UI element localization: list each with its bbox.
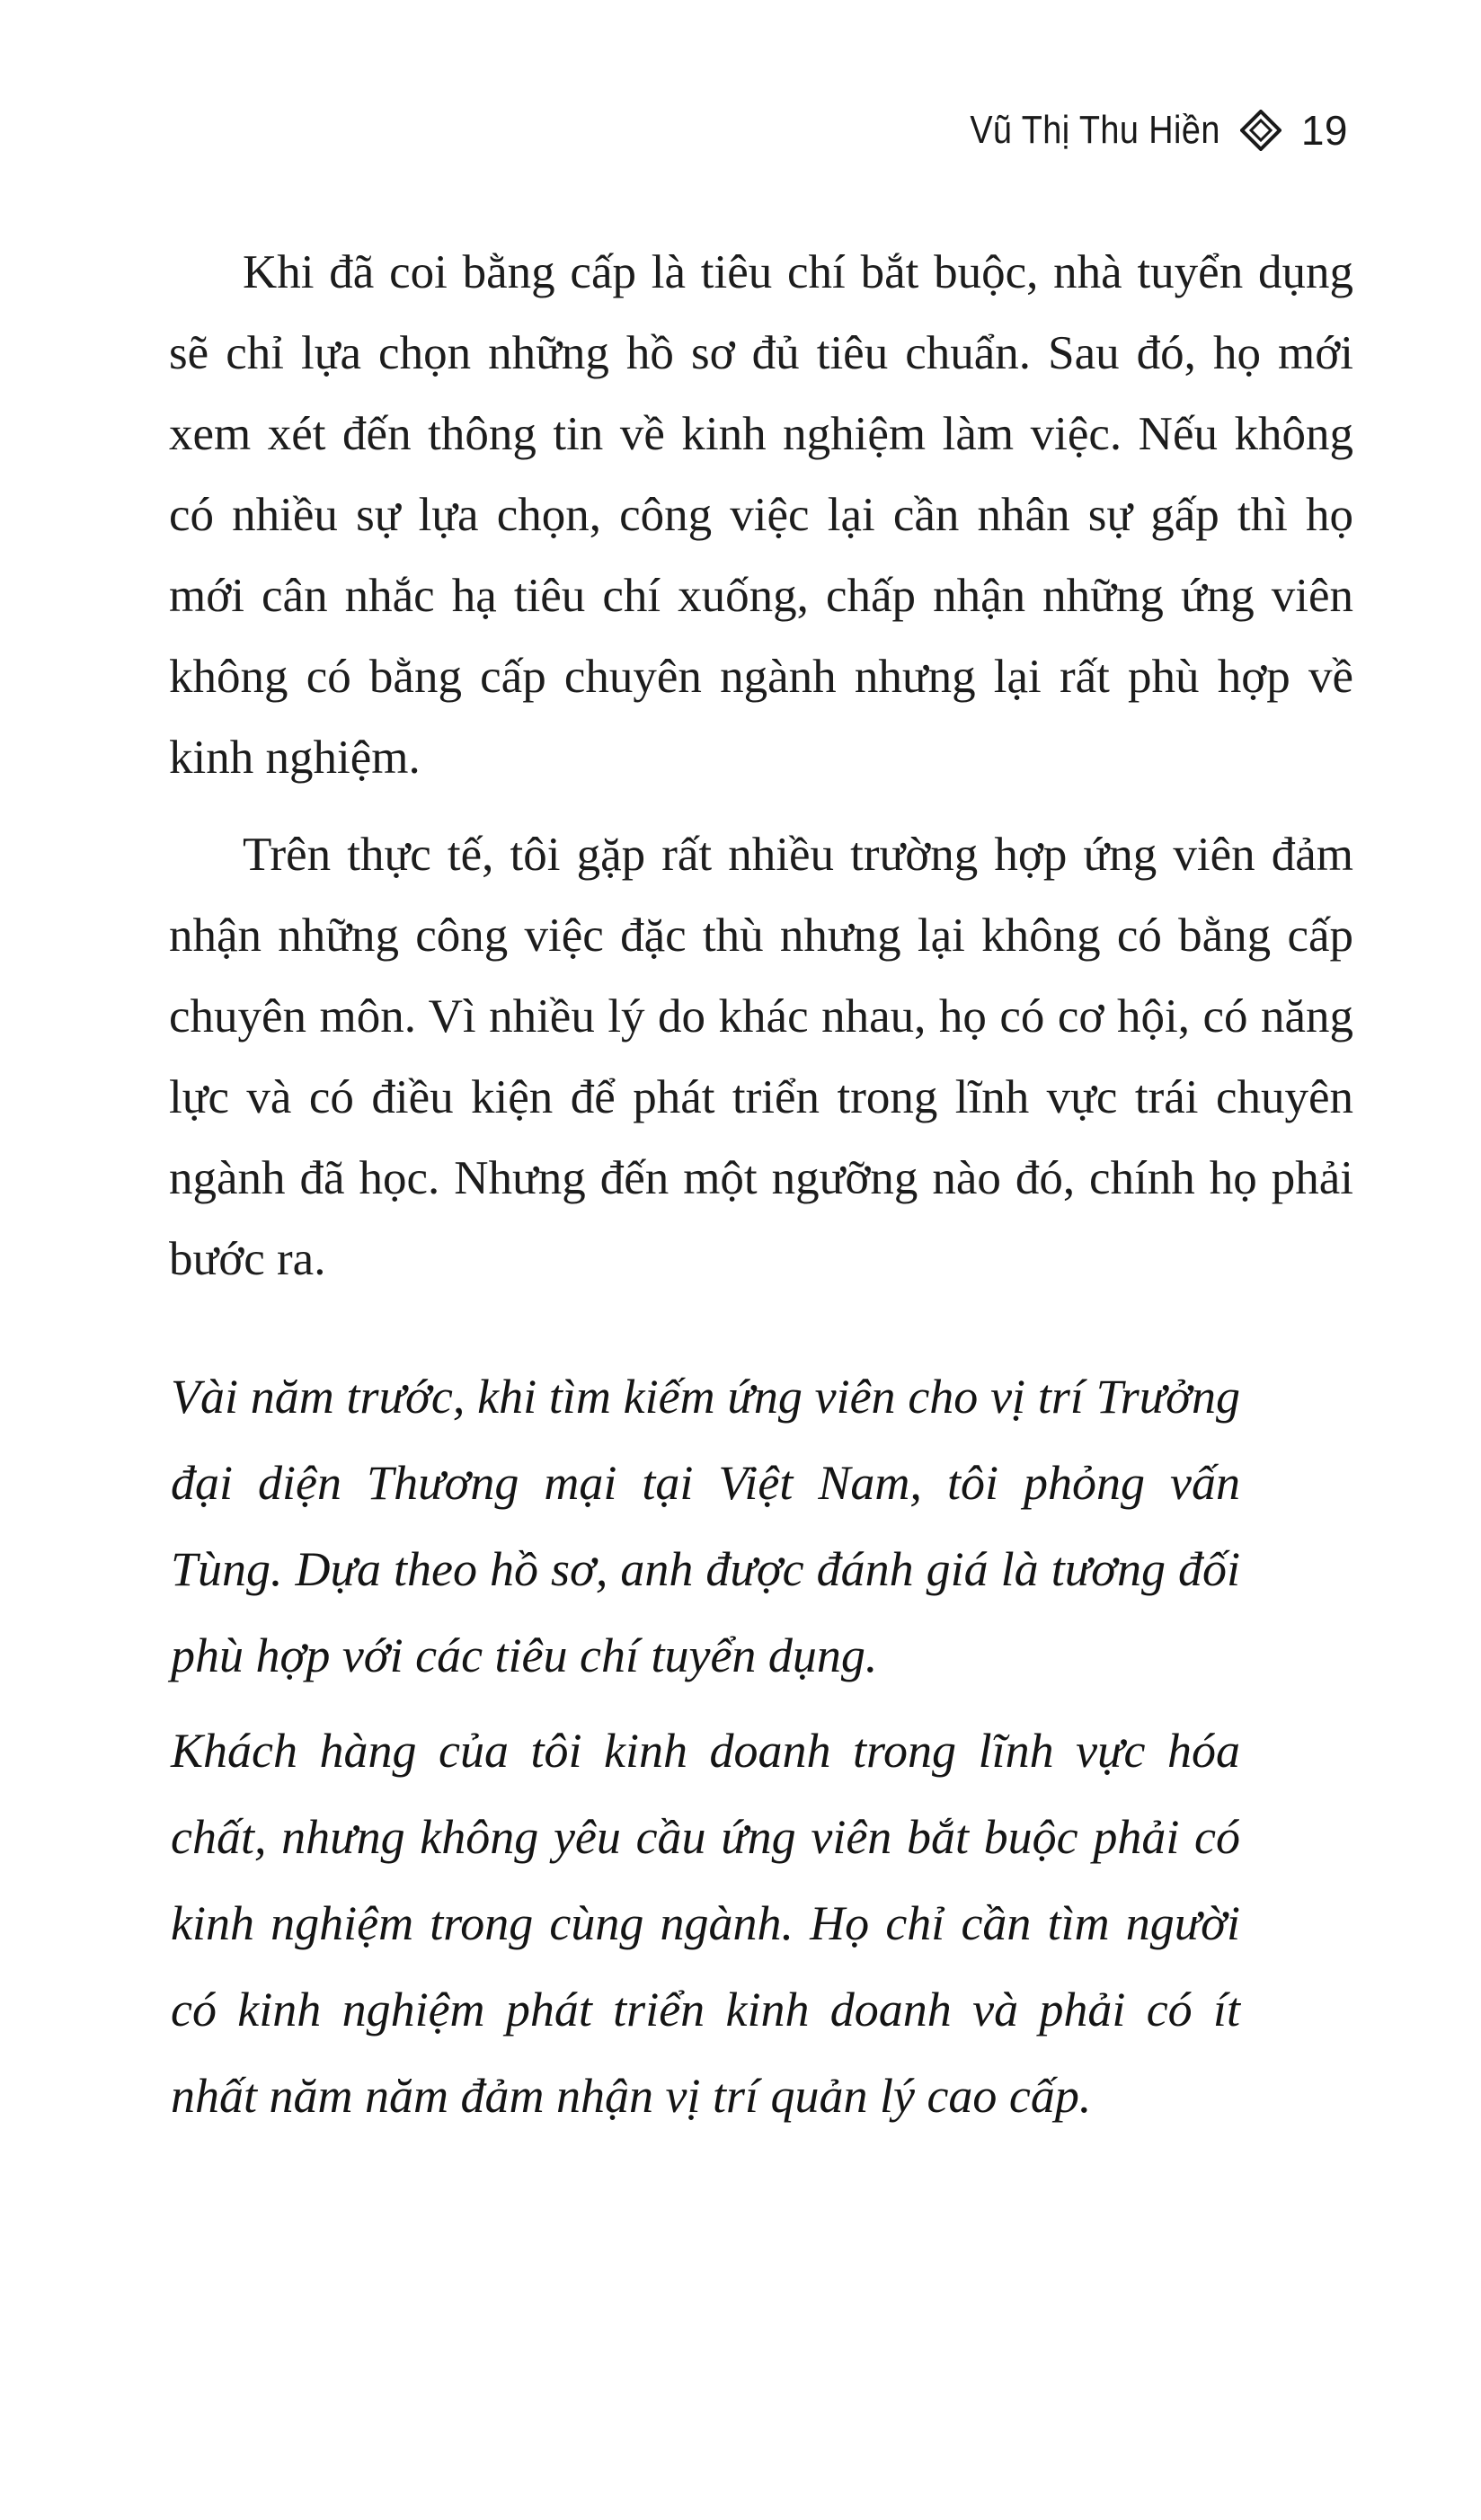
italic-excerpt	[171, 1353, 1240, 2139]
page-number: 19	[1300, 107, 1348, 154]
body-text	[169, 232, 1353, 1300]
diamond-ornament-icon	[1240, 110, 1281, 151]
running-header	[929, 106, 1348, 155]
body-paragraph: Khi đã coi bằng cấp là tiêu chí bắt buộc, nhà tuyển dụng sẽ chỉ lựa chọn những hồ sơ đủ tiêu chuẩn. Sau đó, họ mới xem xét đến thông tin về kinh nghiệm làm việc. Nếu không có nhiều sự lựa chọn, công việc lại cần nhân sự gấp thì họ mới cân nhắc hạ tiêu chí xuống, chấp nhận những ứng viên không có bằng cấp chuyên ngành nhưng lại rất phù hợp về kinh nghiệm.	[169, 246, 1353, 784]
excerpt-paragraph: Khách hàng của tôi kinh doanh trong lĩnh vực hóa chất, nhưng không yêu cầu ứng viên bắt buộc phải có kinh nghiệm trong cùng ngành. Họ chỉ cần tìm người có kinh nghiệm phát triển kinh doanh và phải có ít nhất năm năm đảm nhận vị trí quản lý cao cấp.	[171, 1724, 1240, 2123]
excerpt-paragraph: Vài năm trước, khi tìm kiếm ứng viên cho vị trí Trưởng đại diện Thương mại tại Việt Nam, tôi phỏng vấn Tùng. Dựa theo hồ sơ, anh được đánh giá là tương đối phù hợp với các tiêu chí tuyển dụng.	[171, 1370, 1240, 1682]
body-paragraph: Trên thực tế, tôi gặp rất nhiều trường hợp ứng viên đảm nhận những công việc đặc thù nhưng lại không có bằng cấp chuyên môn. Vì nhiều lý do khác nhau, họ có cơ hội, có năng lực và có điều kiện để phát triển trong lĩnh vực trái chuyên ngành đã học. Nhưng đến một ngưỡng nào đó, chính họ phải bước ra.	[169, 829, 1353, 1285]
running-header-author: Vũ Thị Thu Hiền	[970, 108, 1220, 152]
